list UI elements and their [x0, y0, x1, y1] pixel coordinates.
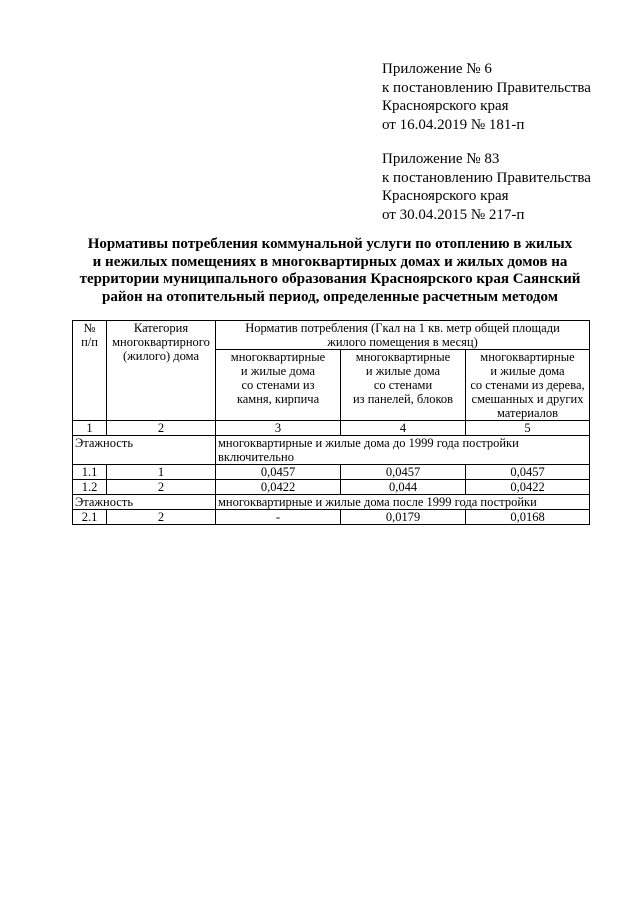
- col-number: 1: [73, 421, 107, 436]
- appendix-line: от 30.04.2015 № 217-п: [382, 206, 525, 223]
- row-value: 0,0457: [216, 465, 341, 480]
- header-text: камня, кирпича: [236, 392, 320, 406]
- section-description-line: включительно: [218, 450, 294, 464]
- title-line: район на отопительный период, определенные расчетным методом: [102, 288, 558, 305]
- header-text: Категория: [133, 321, 189, 335]
- row-category: 2: [107, 480, 216, 495]
- section-description: [216, 495, 590, 510]
- section-description-line: многоквартирные и жилые дома до 1999 года постройки: [218, 436, 519, 450]
- header-col5: [466, 350, 590, 421]
- row-value: 0,0422: [466, 480, 590, 495]
- header-text: Норматив потребления (Гкал на 1 кв. метр общей площади: [245, 321, 560, 335]
- table-row: [73, 510, 590, 525]
- header-text: и жилые дома: [240, 364, 316, 378]
- header-text: (жилого) дома: [122, 349, 200, 363]
- header-text: материалов: [496, 406, 559, 420]
- col-number: 5: [466, 421, 590, 436]
- header-col4: [341, 350, 466, 421]
- row-num: 1.1: [73, 465, 107, 480]
- header-text: многоквартирные: [480, 350, 575, 364]
- appendix-line: к постановлению Правительства: [382, 169, 591, 186]
- appendix-83-reference: [382, 150, 591, 224]
- header-text: многоквартирного: [112, 335, 210, 349]
- header-text: из панелей, блоков: [352, 392, 454, 406]
- table-row: [73, 465, 590, 480]
- row-value: -: [216, 510, 341, 525]
- header-col3: [216, 350, 341, 421]
- header-text: п/п: [81, 335, 98, 349]
- title-line: территории муниципального образования Красноярского края Саянский: [79, 271, 581, 287]
- header-text: смешанных и других: [471, 392, 584, 406]
- header-text: и жилые дома: [365, 364, 441, 378]
- row-value: 0,0457: [466, 465, 590, 480]
- row-value: 0,0422: [216, 480, 341, 495]
- row-value: 0,0168: [466, 510, 590, 525]
- col-number: 3: [216, 421, 341, 436]
- header-norm: [216, 321, 590, 350]
- header-text: со стенами из дерева,: [470, 378, 585, 392]
- appendix-line: к постановлению Правительства: [382, 79, 591, 96]
- header-text: жилого помещения в месяц): [327, 335, 478, 349]
- norms-table: [72, 320, 590, 525]
- header-text: многоквартирные: [230, 350, 326, 364]
- appendix-line: Приложение № 6: [382, 61, 492, 77]
- section-header-row: [73, 436, 590, 465]
- row-num: 1.2: [73, 480, 107, 495]
- appendix-line: Красноярского края: [382, 188, 509, 204]
- header-text: №: [83, 321, 96, 335]
- document-title: [60, 236, 600, 306]
- row-value: 0,0179: [341, 510, 466, 525]
- appendix-line: от 16.04.2019 № 181-п: [382, 116, 525, 133]
- header-category: [107, 321, 216, 421]
- header-text: многоквартирные: [355, 350, 451, 364]
- appendix-6-reference: [382, 60, 591, 134]
- row-num: 2.1: [73, 510, 107, 525]
- row-value: 0,044: [341, 480, 466, 495]
- section-label: Этажность: [73, 436, 216, 465]
- header-text: со стенами из: [241, 378, 315, 392]
- appendix-line: Красноярского края: [382, 98, 509, 114]
- row-category: 2: [107, 510, 216, 525]
- section-label: Этажность: [73, 495, 216, 510]
- section-description-line: многоквартирные и жилые дома после 1999 года постройки: [218, 495, 537, 509]
- title-line: Нормативы потребления коммунальной услуги по отоплению в жилых: [87, 236, 573, 252]
- col-number: 4: [341, 421, 466, 436]
- header-num: [73, 321, 107, 421]
- column-numbers-row: [73, 421, 590, 436]
- col-number: 2: [107, 421, 216, 436]
- title-line: и нежилых помещениях в многоквартирных домах и жилых домов на: [92, 253, 568, 270]
- row-category: 1: [107, 465, 216, 480]
- appendix-line: Приложение № 83: [382, 151, 500, 167]
- section-header-row: [73, 495, 590, 510]
- row-value: 0,0457: [341, 465, 466, 480]
- table-row: [73, 480, 590, 495]
- header-text: со стенами: [373, 378, 433, 392]
- header-text: и жилые дома: [490, 364, 565, 378]
- header-row: [73, 321, 590, 350]
- section-description: [216, 436, 590, 465]
